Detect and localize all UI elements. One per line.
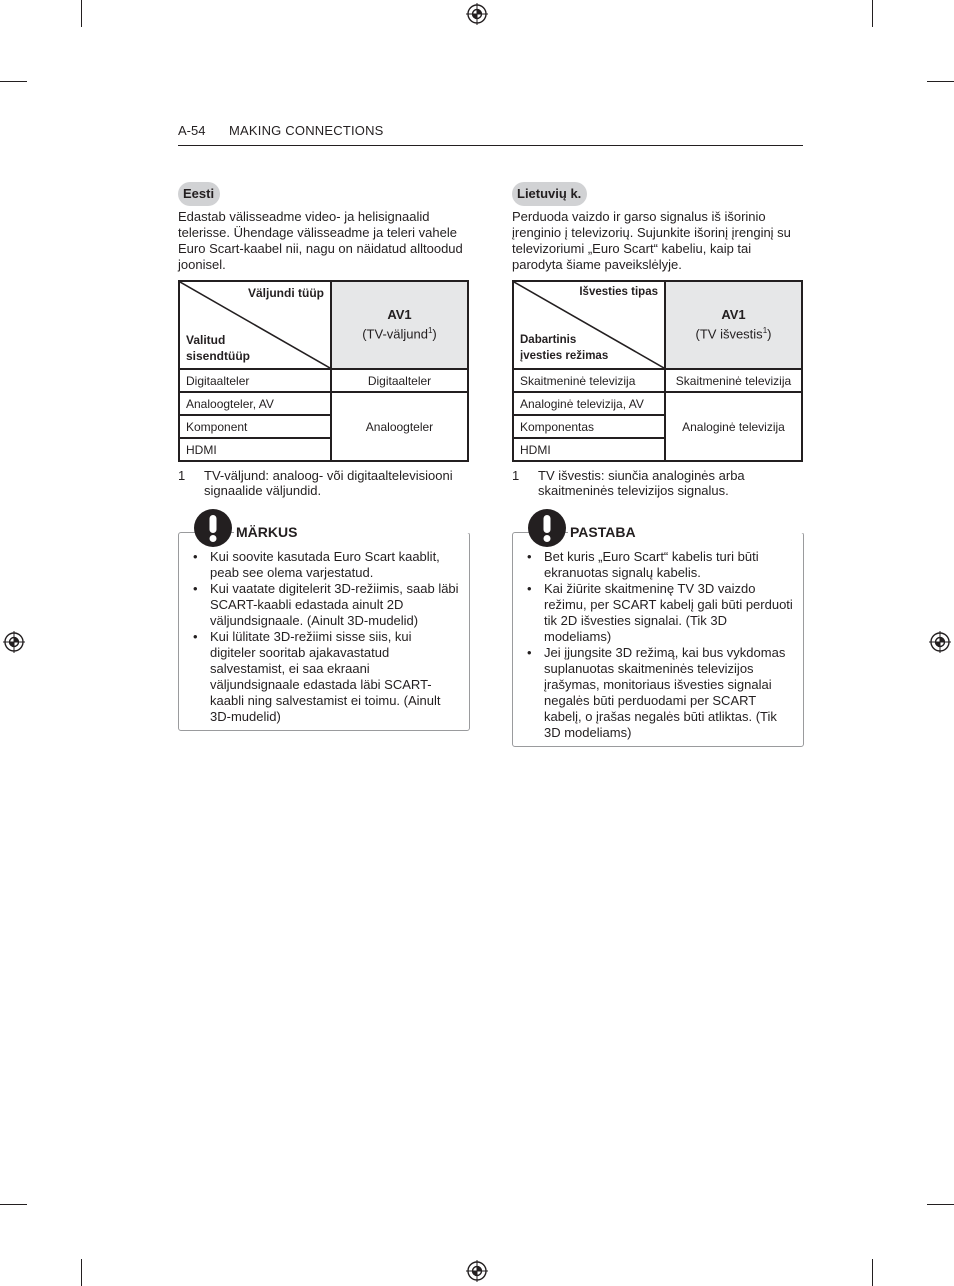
exclamation-icon: [528, 509, 566, 547]
note-title: PASTABA: [570, 524, 646, 540]
footnote: 1 TV-väljund: analoog- või digitaaltelevisiooni signaalide väljundid.: [178, 468, 453, 498]
list-item: • Kai žiūrite skaitmeninę TV 3D vaizdo režimu, per SCART kabelį gali būti perduoti tik 2D išvesties signalai. (Tik 3D modeliams): [527, 581, 793, 645]
crop-mark: [872, 1259, 873, 1286]
registration-mark-icon: [466, 3, 488, 25]
av1-header: AV1 (TV išvestis$^1$): [665, 281, 802, 369]
section-title: MAKING CONNECTIONS: [229, 123, 384, 138]
page-number: A-54: [178, 123, 206, 138]
page-header: [178, 123, 803, 146]
crop-mark: [0, 1204, 27, 1205]
table-row: Analoogteler, AV Analoogteler: [179, 392, 468, 415]
input-type-label: Dabartinis įvesties režimas: [520, 334, 609, 362]
registration-mark-icon: [466, 1260, 488, 1282]
input-type-label: Valitud sisendtüüp: [186, 333, 251, 363]
av1-header: AV1 (TV-väljund$^1$): [331, 281, 468, 369]
crop-mark: [872, 0, 873, 27]
estonian-column: [178, 182, 470, 731]
list-item: • Kui soovite kasutada Euro Scart kaablit, peab see olema varjestatud.: [193, 549, 459, 581]
crop-mark: [927, 1204, 954, 1205]
registration-mark-icon: [3, 631, 25, 653]
crop-mark: [0, 81, 27, 82]
list-item: • Kui lülitate 3D-režiimi sisse siis, kui digiteler sooritab ajakavastatud salvestamist, ei saa ekraani väljundsignaale edastada läbi SCART-kaabli ning salvestamist ei toimu. (Ainult 3D-mudelid): [193, 629, 459, 725]
list-item: • Jei įjungsite 3D režimą, kai bus vykdomas suplanuotas skaitmeninės televizijos įrašymas, monitoriaus išvesties signalai negalės būti perduodami per SCART kabelį, o įrašas negalės būti atliktas. (Tik 3D modeliams): [527, 645, 793, 741]
language-label: Eesti: [178, 182, 220, 206]
mode-table: [512, 280, 803, 462]
table-header-diagonal: [179, 281, 331, 369]
table-row: Komponentas: [513, 415, 802, 438]
note-box: [178, 524, 470, 731]
table-row: Digitaalteler Digitaalteler: [179, 369, 468, 392]
list-item: • Kui vaatate digitelerit 3D-režiimis, saab läbi SCART-kaabli edastada ainult 2D väljundsignaale. (Ainult 3D-mudelid): [193, 581, 459, 629]
intro-text: Perduoda vaizdo ir garso signalus iš išorinio įrenginio į televizorių. Sujunkite išorinį įrenginį su televizoriumi „Euro Scart“ kabeliu, kaip tai parodyta šiame paveikslėlyje.: [512, 209, 791, 272]
note-title: MÄRKUS: [236, 524, 307, 540]
crop-mark: [81, 0, 82, 27]
table-row: Analoginė televizija, AV Analoginė televizija: [513, 392, 802, 415]
crop-mark: [927, 81, 954, 82]
footnote: 1 TV išvestis: siunčia analoginės arba skaitmeninės televizijos signalus.: [512, 468, 745, 498]
table-row: Komponent: [179, 415, 468, 438]
output-type-label: Väljundi tüüp: [248, 286, 324, 300]
intro-text: Edastab välisseadme video- ja helisignaalid telerisse. Ühendage välisseadme ja teleri vahele Euro Scart-kaabel nii, nagu on näidatud alltoodud joonisel.: [178, 209, 463, 272]
output-type-label: Išvesties tipas: [579, 286, 658, 298]
crop-mark: [81, 1259, 82, 1286]
table-row: HDMI: [513, 438, 802, 461]
language-label: Lietuvių k.: [512, 182, 587, 206]
table-header-diagonal: [513, 281, 665, 369]
note-box: [512, 524, 804, 747]
table-row: HDMI: [179, 438, 468, 461]
mode-table: [178, 280, 469, 462]
list-item: • Bet kuris „Euro Scart“ kabelis turi būti ekranuotas signalų kabelis.: [527, 549, 793, 581]
exclamation-icon: [194, 509, 232, 547]
registration-mark-icon: [929, 631, 951, 653]
table-row: Skaitmeninė televizija Skaitmeninė televizija: [513, 369, 802, 392]
lithuanian-column: [512, 182, 804, 747]
